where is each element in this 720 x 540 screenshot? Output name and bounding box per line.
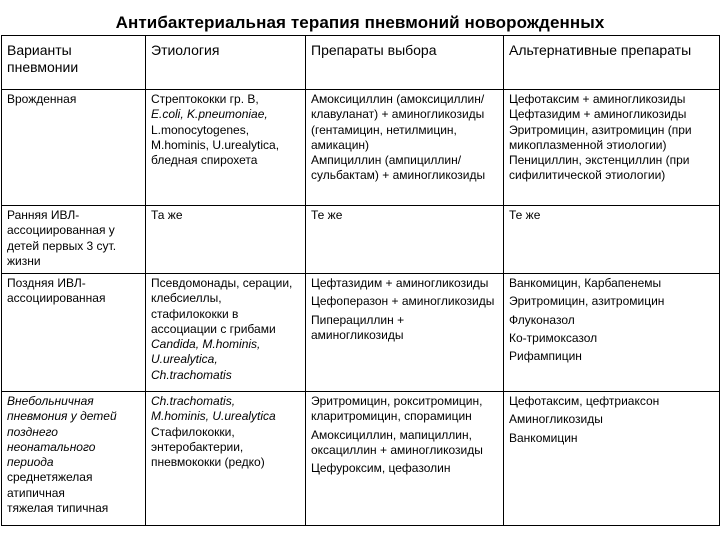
cell-etiology bbox=[146, 274, 306, 392]
cell-text: M.hominis, U.urealytica, bbox=[151, 137, 280, 152]
cell-variant bbox=[2, 90, 146, 206]
cell-text: Те же bbox=[509, 208, 541, 222]
cell-text: Эритромицин, азитромицин bbox=[509, 294, 665, 309]
cell-text: Цефотаксим, цефтриаксон bbox=[509, 394, 660, 408]
cell-text: Цефуроксим, цефазолин bbox=[311, 461, 451, 476]
cell-variant bbox=[2, 392, 146, 526]
cell-text: Эритромицин, рокситромицин, кларитромицин, спорамицин bbox=[311, 394, 483, 424]
header-etiology: Этиология bbox=[146, 36, 306, 90]
therapy-table bbox=[1, 35, 720, 526]
cell-text: Цефоперазон + аминогликозиды bbox=[311, 294, 495, 309]
cell-etiology bbox=[146, 392, 306, 526]
cell-text: Цефотаксим + аминогликозиды bbox=[509, 92, 686, 106]
cell-text: L.monocytogenes, bbox=[151, 122, 250, 137]
cell-text: Стрептококки гр. В, bbox=[151, 92, 259, 106]
cell-alternative bbox=[504, 274, 720, 392]
cell-text: бледная спирохета bbox=[151, 153, 258, 168]
cell-text: Внебольничная пневмония у детей позднего неонатального периода bbox=[7, 394, 117, 470]
cell-text: Поздняя ИВЛ-ассоциированная bbox=[7, 276, 106, 306]
cell-text: Ампициллин (ампициллин/сульбактам) + аминогликозиды bbox=[311, 153, 486, 183]
cell-text: Пиперациллин + аминогликозиды bbox=[311, 312, 405, 342]
header-alternative-drugs: Альтернативные препараты bbox=[504, 36, 720, 90]
cell-text: M.hominis, U.urealytica bbox=[151, 409, 276, 424]
cell-text: Та же bbox=[151, 208, 183, 222]
table-row bbox=[2, 274, 720, 392]
cell-choice bbox=[306, 90, 504, 206]
cell-text: Candida, M.hominis, bbox=[151, 337, 261, 352]
cell-text: Пенициллин, экстенциллин (при сифилитической этиологии) bbox=[509, 153, 690, 183]
cell-choice bbox=[306, 392, 504, 526]
cell-text: Амоксициллин, мапициллин, оксациллин + аминогликозиды bbox=[311, 427, 483, 457]
cell-text: среднетяжелая bbox=[7, 470, 93, 485]
cell-choice bbox=[306, 274, 504, 392]
cell-text: Цефтазидим + аминогликозиды bbox=[509, 107, 687, 122]
header-choice-drugs: Препараты выбора bbox=[306, 36, 504, 90]
cell-alternative bbox=[504, 206, 720, 274]
cell-choice bbox=[306, 206, 504, 274]
table-header-row bbox=[2, 36, 720, 90]
page-title: Антибактериальная терапия пневмоний новорожденных bbox=[115, 13, 605, 32]
header-variants: Варианты пневмонии bbox=[2, 36, 146, 90]
cell-text: тяжелая типичная bbox=[7, 501, 109, 516]
table-row bbox=[2, 392, 720, 526]
cell-text: Ко-тримоксазол bbox=[509, 330, 598, 345]
table-row bbox=[2, 90, 720, 206]
cell-text: Амоксициллин (амоксициллин/клавуланат) + аминогликозиды (гентамицин, нетилмицин, амикацин) bbox=[311, 92, 485, 152]
cell-text: Врожденная bbox=[7, 92, 77, 106]
cell-variant bbox=[2, 206, 146, 274]
cell-etiology bbox=[146, 206, 306, 274]
cell-text: Стафилококки, энтеробактерии, пневмококки (редко) bbox=[151, 424, 265, 470]
cell-text: Рифампицин bbox=[509, 349, 582, 364]
table-row bbox=[2, 206, 720, 274]
cell-variant bbox=[2, 274, 146, 392]
cell-text: Ванкомицин, Карбапенемы bbox=[509, 276, 662, 290]
cell-text: Аминогликозиды bbox=[509, 412, 603, 427]
cell-text: Эритромицин, азитромицин (при микоплазменной этиологии) bbox=[509, 122, 692, 152]
cell-text: Ch.trachomatis bbox=[151, 367, 232, 382]
cell-text: Ванкомицин bbox=[509, 430, 578, 445]
cell-text: Флуконазол bbox=[509, 312, 575, 327]
cell-text: Ch.trachomatis, bbox=[151, 394, 236, 408]
cell-text: Те же bbox=[311, 208, 343, 222]
cell-text: E.coli, K.pneumoniae, bbox=[151, 107, 268, 122]
cell-etiology bbox=[146, 90, 306, 206]
cell-text: Ранняя ИВЛ-ассоциированная у детей первых 3 сут. жизни bbox=[7, 208, 117, 268]
cell-text: атипичная bbox=[7, 485, 65, 500]
cell-text: Псевдомонады, серации, клебсиеллы, стафилококки в ассоциации с грибами bbox=[151, 276, 293, 336]
cell-text: Цефтазидим + аминогликозиды bbox=[311, 276, 489, 290]
cell-alternative bbox=[504, 392, 720, 526]
cell-text: U.urealytica, bbox=[151, 352, 218, 367]
cell-alternative bbox=[504, 90, 720, 206]
